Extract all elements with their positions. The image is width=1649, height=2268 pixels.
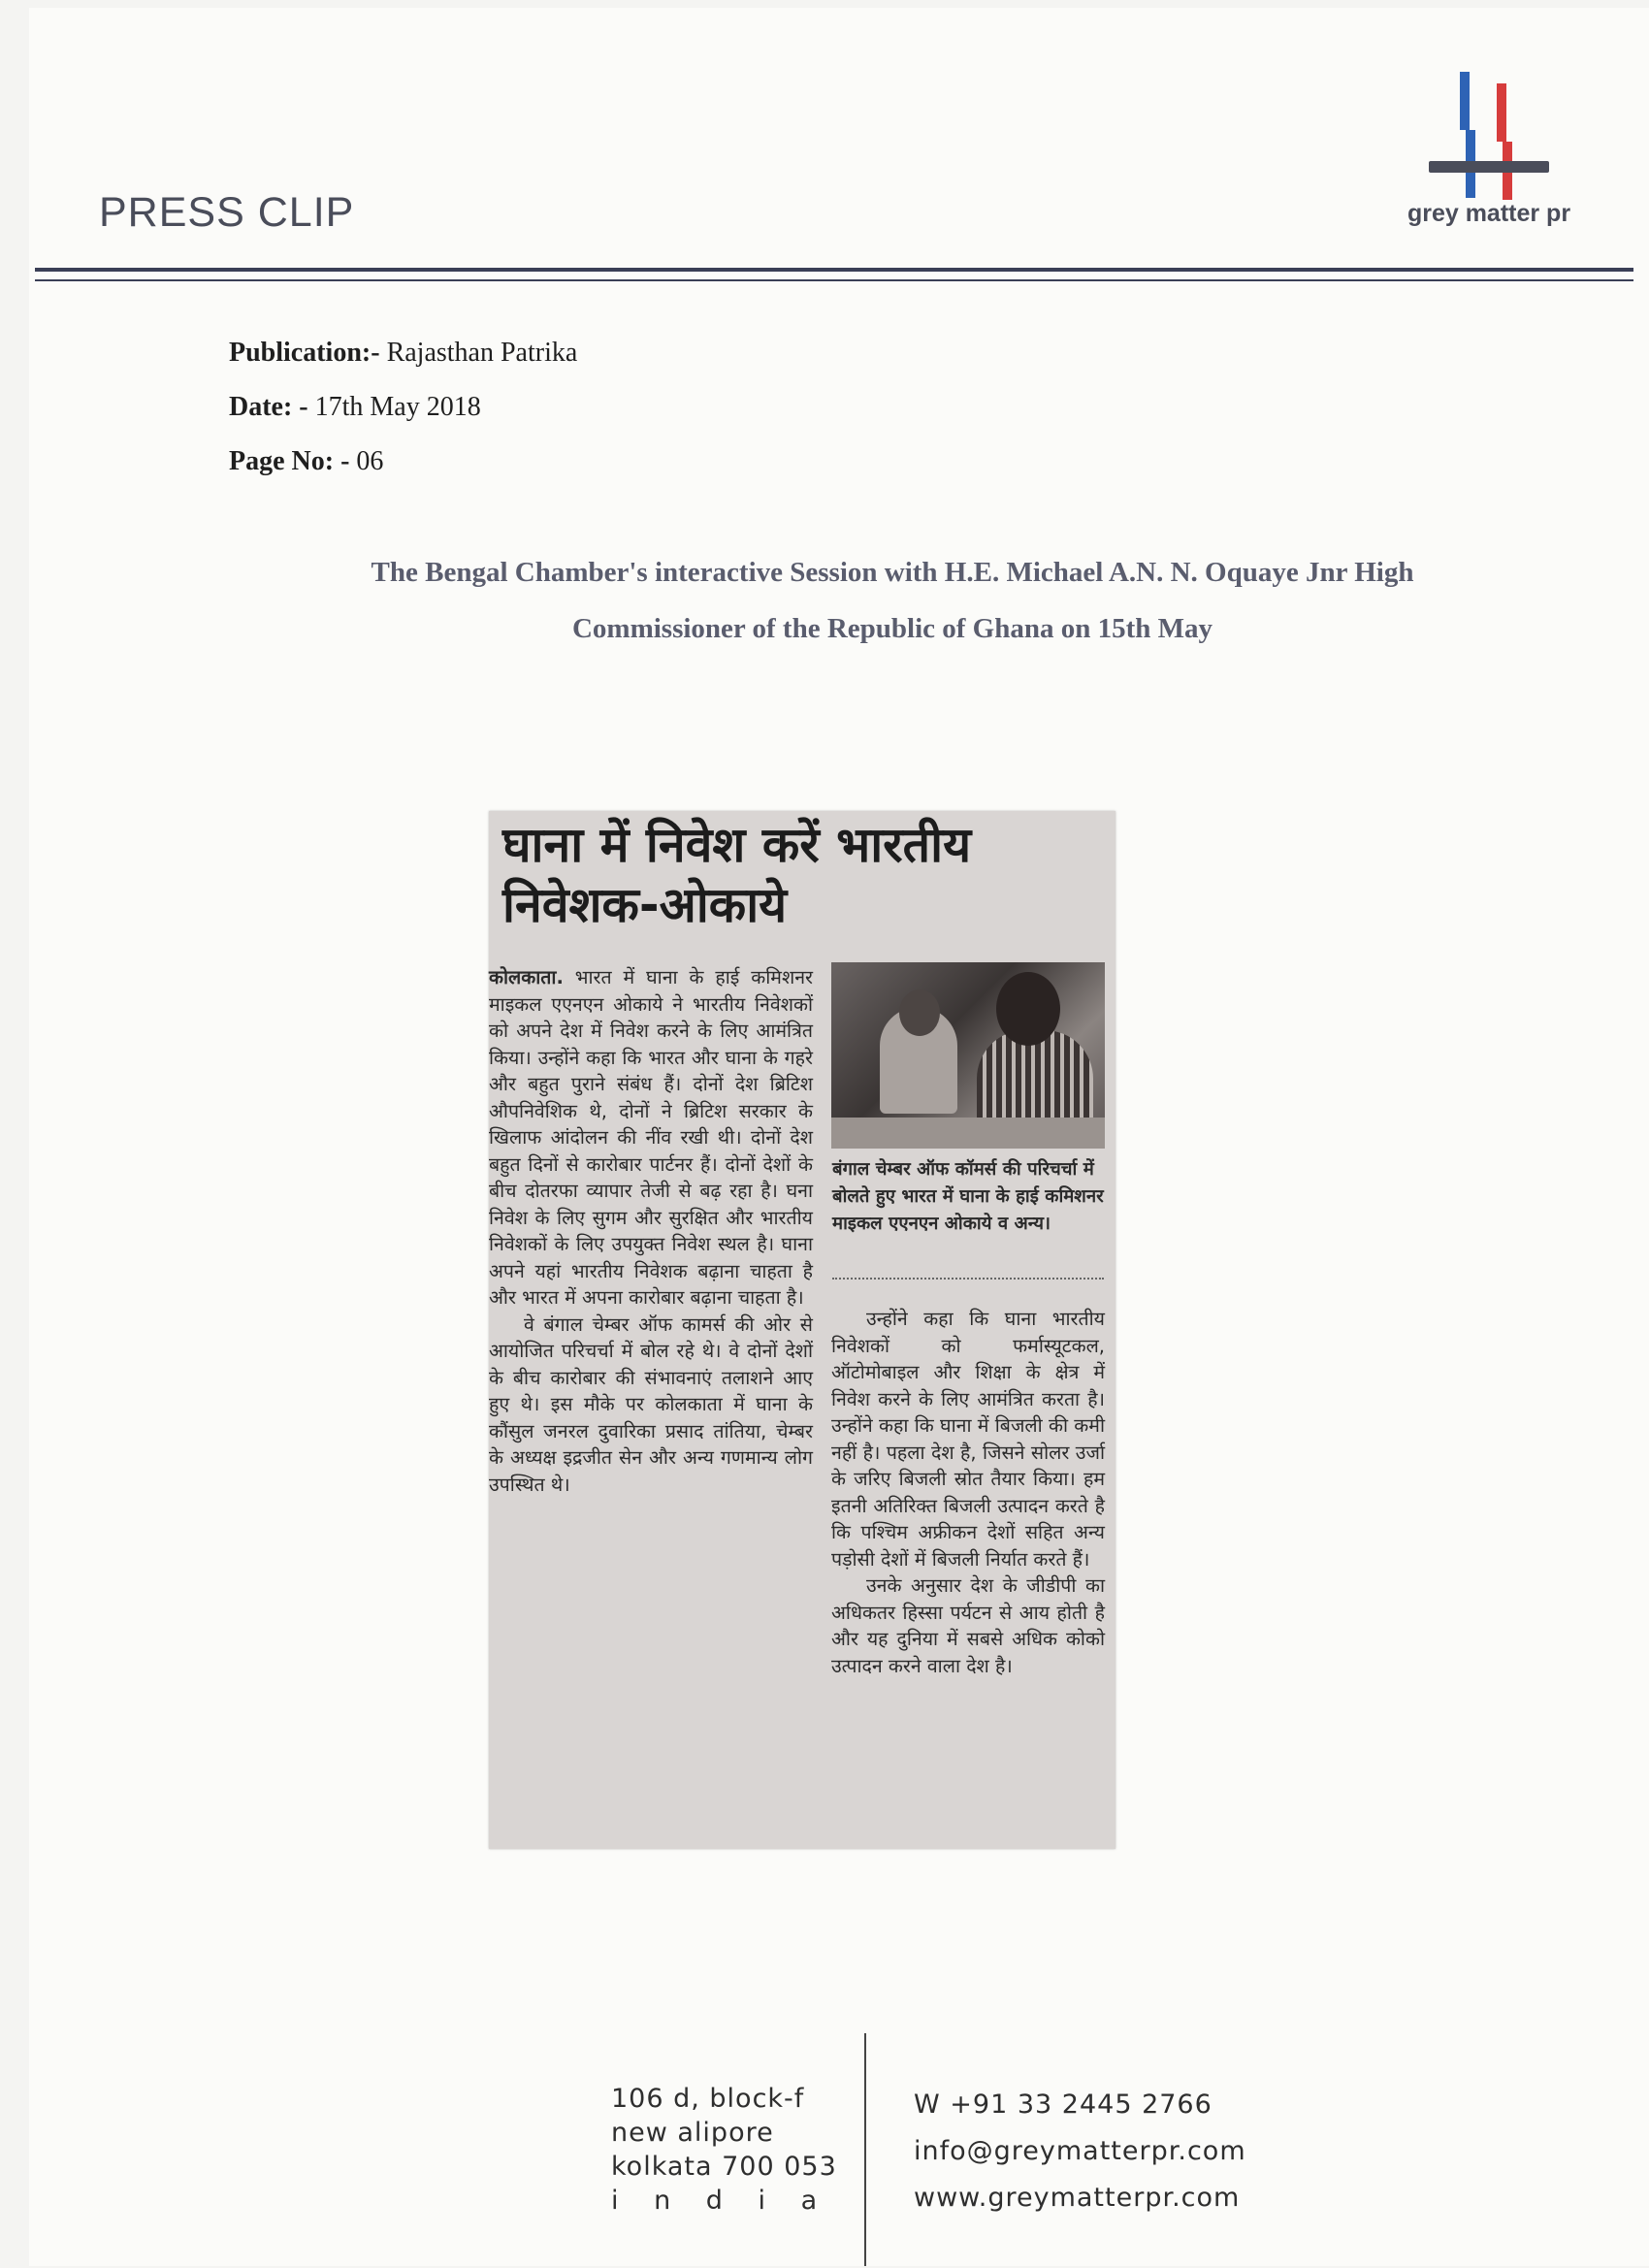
footer-divider xyxy=(864,2033,866,2266)
footer-email[interactable]: info@greymatterpr.com xyxy=(914,2136,1246,2166)
clipping-headline: घाना में निवेश करें भारतीय निवेशक-ओकाये xyxy=(502,817,972,933)
photo-person-right-head xyxy=(996,972,1060,1046)
footer-phone: W +91 33 2445 2766 xyxy=(914,2090,1212,2120)
clipping-column-1 xyxy=(489,964,813,1498)
page-number-line xyxy=(229,446,383,477)
caption-divider xyxy=(832,1278,1104,1280)
publication-value: Rajasthan Patrika xyxy=(386,338,578,368)
date-value: 17th May 2018 xyxy=(314,392,481,422)
address-line-2: new alipore xyxy=(611,2118,774,2148)
clipping-col2-para2: उनके अनुसार देश के जीडीपी का अधिकतर हिस्सा पर्यटन से आय होती है और यह दुनिया में सबसे अधिक कोको उत्पादन करने वाला देश है। xyxy=(831,1574,1105,1677)
page-number-value: 06 xyxy=(356,446,384,476)
footer-website[interactable]: www.greymatterpr.com xyxy=(914,2183,1241,2213)
page-title: PRESS CLIP xyxy=(99,189,355,236)
grey-matter-logo xyxy=(1392,64,1586,239)
footer-contact xyxy=(914,2082,1246,2221)
clip-headline-line1: The Bengal Chamber's interactive Session with H.E. Michael A.N. N. Oquaye Jnr High xyxy=(371,557,1414,588)
logo-text: grey matter pr xyxy=(1406,200,1571,227)
footer-address xyxy=(611,2082,837,2218)
clipping-dateline: कोलकाता. xyxy=(489,966,564,988)
photo-table xyxy=(831,1118,1105,1149)
photo-person-left-head xyxy=(899,989,940,1036)
header-rule-top xyxy=(35,268,1633,272)
address-line-1: 106 d, block-f xyxy=(611,2084,805,2114)
publication-line xyxy=(229,338,577,369)
clipping-col2-para1: उन्होंने कहा कि घाना भारतीय निवेशकों को फर्मास्यूटकल, ऑटोमोबाइल और शिक्षा के क्षेत्र में निवेश करने के लिए आमंत्रित करता है। उन्होंने कहा कि घाना में बिजली की कमी नहीं है। पहला देश है, जिसने सोलर उर्जा के जरिए बिजली स्रोत तैयार किया। हम इतनी अतिरिक्त बिजली उत्पादन करते है कि पश्चिम अफ्रीकन देशों सहित अन्य पड़ोसी देशों में बिजली निर्यात करते हैं। xyxy=(831,1308,1105,1571)
newspaper-clipping xyxy=(489,811,1116,1849)
clipping-column-2 xyxy=(831,1306,1105,1679)
clipping-col1-para2: वे बंगाल चेम्बर ऑफ कामर्स की ओर से आयोजित परिचर्चा में बोल रहे थे। वे दोनों देशों के बीच कारोबार की संभावनाएं तलाशने आए हुए थे। इस मौके पर कोलकाता में घाना के कौंसुल जनरल दुवारिका प्रसाद तांतिया, चेम्बर के अध्यक्ष इद्रजीत सेन और अन्य गणमान्य लोग उपस्थित थे। xyxy=(489,1312,813,1496)
clip-headline-line2: Commissioner of the Republic of Ghana on 15th May xyxy=(571,613,1213,644)
header-rule-bottom xyxy=(35,279,1633,281)
photo-caption: बंगाल चेम्बर ऑफ कॉमर्स की परिचर्चा में बोलते हुए भारत में घाना के हाई कमिशनर माइकल एएनएन ओकाये व अन्य। xyxy=(832,1159,1104,1234)
logo-mark-icon xyxy=(1392,64,1586,200)
press-clip-page xyxy=(29,8,1649,2266)
event-photo xyxy=(831,962,1105,1149)
page-number-label: Page No: - xyxy=(229,446,350,476)
address-line-4: i n d i a xyxy=(611,2186,831,2216)
clipping-col1-para1: भारत में घाना के हाई कमिशनर माइकल एएनएन ओकाये ने भारतीय निवेशकों को अपने देश में निवेश करने के लिए आमंत्रित किया। उन्होंने कहा कि भारत और घाना के गहरे और बहुत पुराने संबंध हैं। दोनों देश ब्रिटिश औपनिवेशिक थे, दोनों ने ब्रिटिश सरकार के खिलाफ आंदोलन की नींव रखी थी। दोनों देश बहुत दिनों से कारोबार पार्टनर हैं। दोनों देशों के बीच दोतरफा व्यापार तेजी से बढ़ रहा है। घना निवेश के लिए सुगम और सुरक्षित और भारतीय निवेशकों के लिए उपयुक्त निवेश स्थल है। घाना अपने यहां भारतीय निवेशक बढ़ाना चाहता है और भारत में अपना कारोबार बढ़ाना चाहता है। xyxy=(489,966,814,1309)
date-label: Date: - xyxy=(229,392,308,422)
address-line-3: kolkata 700 053 xyxy=(611,2152,837,2182)
date-line xyxy=(229,392,481,423)
publication-label: Publication:- xyxy=(229,338,380,368)
